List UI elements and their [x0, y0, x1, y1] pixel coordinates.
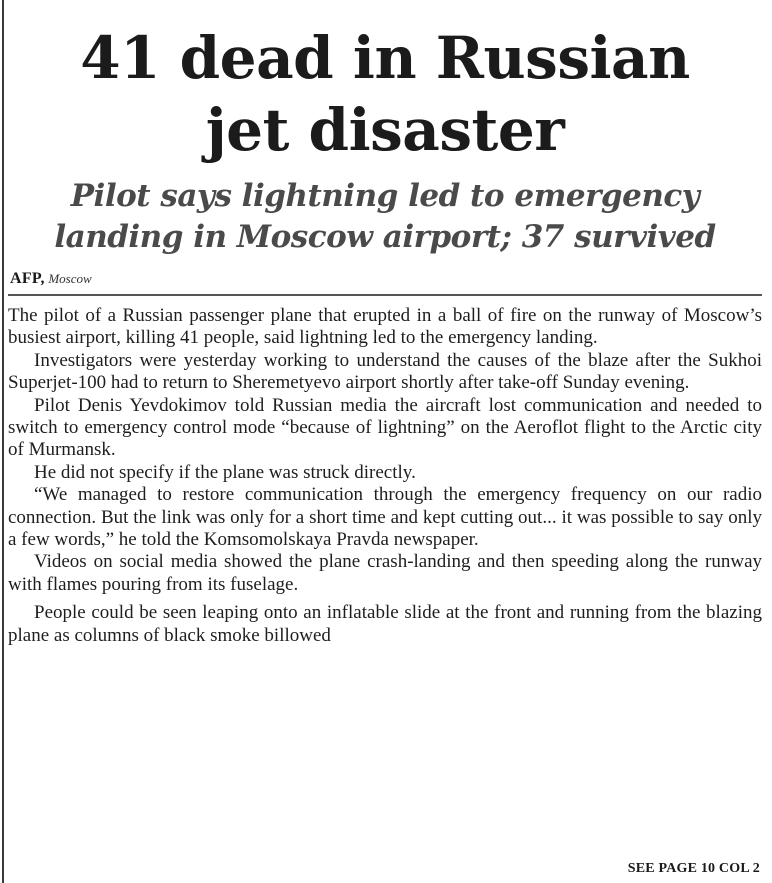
- headline: [8, 0, 762, 166]
- subheadline-line-2: landing in Moscow airport; 37 survived: [54, 219, 716, 255]
- byline: [8, 270, 762, 288]
- byline-divider: [8, 294, 762, 296]
- continuation-note: SEE PAGE 10 COL 2: [627, 861, 760, 876]
- article-body: [8, 305, 762, 647]
- subheadline: [8, 176, 762, 258]
- byline-place: Moscow: [48, 271, 92, 286]
- headline-line-1: 41 dead in Russian: [80, 24, 690, 92]
- paragraph: The pilot of a Russian passenger plane that erupted in a ball of fire on the runway of Moscow’s busiest airport, killing 41 people, said lightning led to the emergency landing.: [8, 305, 762, 349]
- paragraph: Investigators were yesterday working to understand the causes of the blaze after the Sukhoi Superjet-100 had to return to Sheremetyevo airport shortly after take-off Sunday evening.: [8, 349, 762, 394]
- paragraph: Pilot Denis Yevdokimov told Russian media the aircraft lost communication and needed to switch to emergency control mode “because of lightning” on the Aeroflot flight to the Arctic city of Murmansk.: [8, 394, 762, 461]
- paragraph: Videos on social media showed the plane crash-landing and then speeding along the runway with flames pouring from its fuselage.: [8, 551, 762, 595]
- news-article: [8, 0, 762, 883]
- column-rule: [2, 0, 4, 883]
- paragraph: He did not specify if the plane was struck directly.: [34, 461, 416, 483]
- headline-line-2: jet disaster: [205, 96, 565, 164]
- paragraph: “We managed to restore communication through the emergency frequency on our radio connection. But the link was only for a short time and kept cutting out... it was possible to say only a few words,” he told the Komsomolskaya Pravda newspaper.: [8, 484, 762, 551]
- byline-agency: AFP,: [10, 270, 45, 287]
- subheadline-line-1: Pilot says lightning led to emergency: [70, 178, 700, 214]
- paragraph: People could be seen leaping onto an inflatable slide at the front and running from the blazing plane as columns of black smoke billowed: [8, 602, 762, 646]
